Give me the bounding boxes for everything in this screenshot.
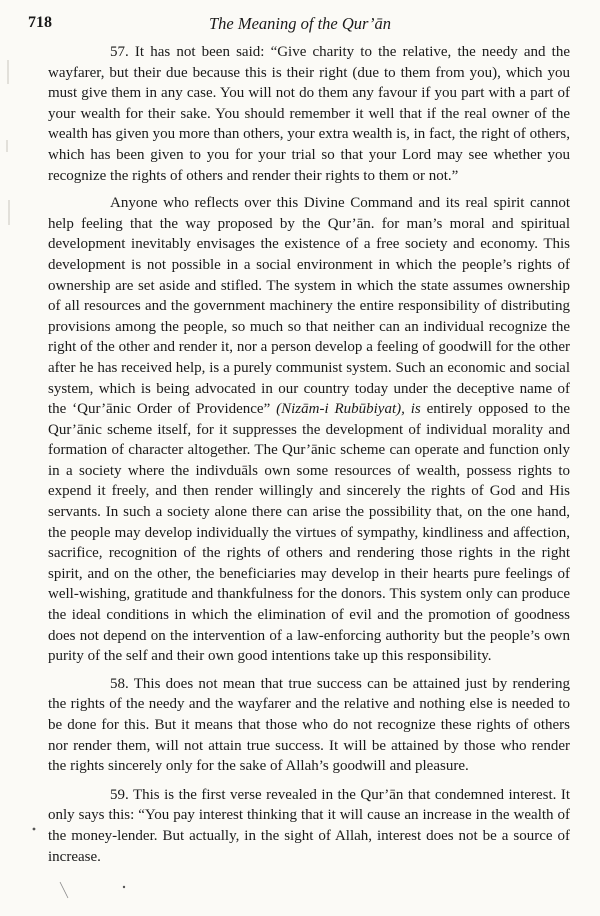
- paragraph-commentary: [48, 193, 570, 667]
- paragraph-note-58: [48, 674, 570, 777]
- page-number: 718: [28, 14, 52, 31]
- paragraph-text: entirely opposed to the Qur’ānic scheme itself, for it suppresses the development of individual morality and formation of character altogether. The Qur’ānic scheme can operate and function only in a society where the indivduāls own some resources of wealth, possess rights to expend it freely, and then render willingly and sincerely the rights of God and His servants. In such a society alone there can arise the possibility that, on the one hand, the people may develop individually the virtues of sympathy, kindliness and affection, sacrifice, recognition of the rights of others and rendering those rights in the right spirit, and on the other, the beneficiaries may develop in their hearts pure feelings of well-wishing, gratitude and thankfulness for the donors. This system only can produce the ideal conditions in which the elimination of evil and the promotion of goodness does not depend on the intervention of a law-enforcing authority but the people’s own purity of the self and their own good intentions take up this responsibility.: [48, 401, 570, 665]
- paragraph-text: 57. It has not been said: “Give charity to the relative, the needy and the wayfarer, but their due because this is their right (due to them from you), which you must give them in any case. You will not do them any favour if you part with a part of your wealth for their sake. You should remember it well that if the real owner of the wealth has given you more than others, your extra wealth is, in fact, the right of others, which has been given to you for your trial so that your Lord may see whether you recognize the rights of others and render their rights to them or not.”: [48, 44, 570, 184]
- italic-term: (Nizām-i Rubūbiyat), is: [276, 401, 421, 418]
- paragraph-text: 58. This does not mean that true success can be attained just by rendering the rights of the needy and the wayfarer and the relative and nothing else is needed to be done for this. But it means that those who do not recognize these rights of others nor render them, will not attain true success. It will be attained by those who render the rights sincerely only for the sake of Allah’s goodwill and pleasure.: [48, 675, 570, 775]
- paragraph-note-59: [48, 785, 570, 865]
- page-header: [28, 14, 572, 38]
- paragraph-note-57: [48, 42, 570, 186]
- page-body: [48, 42, 570, 865]
- paragraph-text: 59. This is the first verse revealed in the Qur’ān that condemned interest. It only says this: “You pay interest thinking that it will cause an increase in the wealth of the money-lender. But actually, in the sight of Allah, interest does not be a source of increase.: [48, 786, 570, 865]
- running-title: The Meaning of the Qur’ān: [208, 14, 392, 33]
- paragraph-text: Anyone who reflects over this Divine Command and its real spirit cannot help feeling that the way proposed by the Qur’ān. for man’s moral and spiritual development inevitably envisages the existence of a free society and economy. This development is not possible in a social environment in which the people’s rights of ownership are set aside and stifled. The system in which the state assumes ownership of all resources and the government machinery the entire responsibility of distributing provisions among the people, so much so that neither can an individual recognize the right of the other and render it, nor a person develop a feeling of goodwill for the other after he has received help, is a purely communist system. Such an economic and social system, which is being advocated in our country today under the deceptive name of the ‘Qur’ānic Order of Providence”: [48, 195, 570, 418]
